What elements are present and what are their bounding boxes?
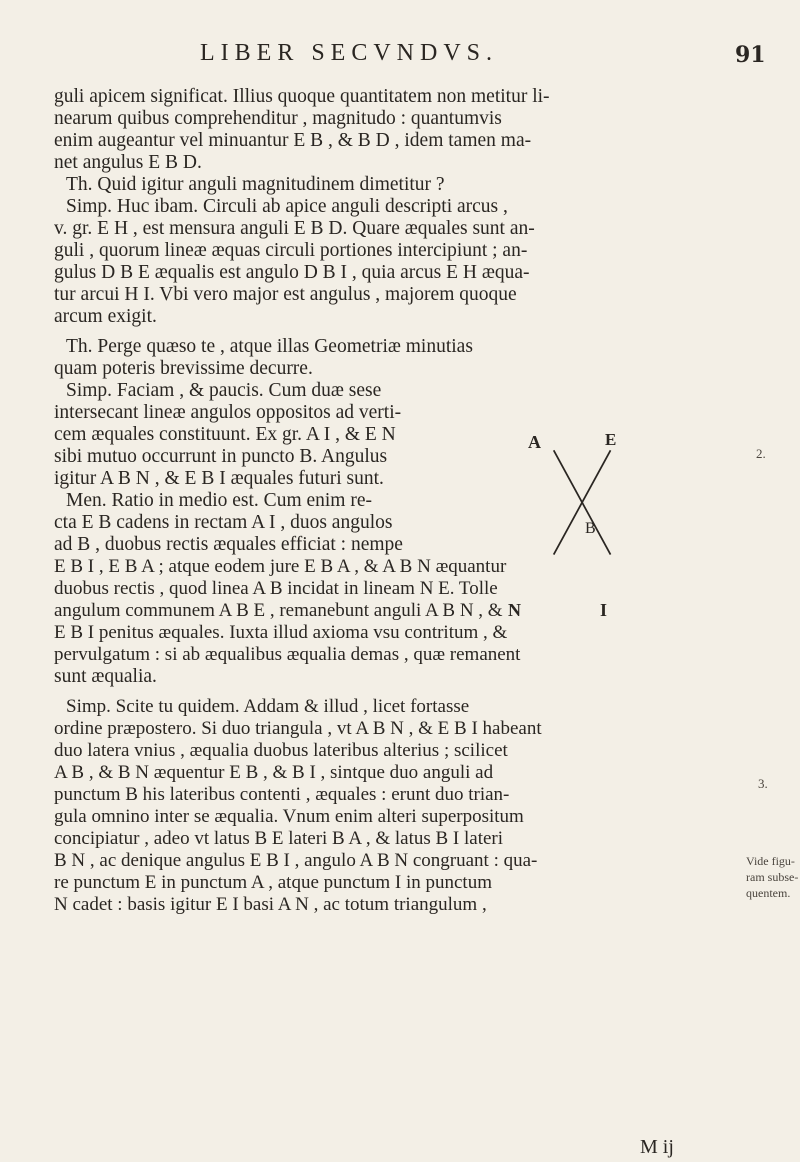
text-line: Simp. Huc ibam. Circuli ab apice anguli descripti arcus , xyxy=(66,196,508,217)
figure-label-b: B xyxy=(585,520,596,537)
text-line: duo latera vnius , æqualia duobus lateribus alterius ; scilicet xyxy=(54,740,508,761)
margin-note-figure-ref: Vide figu- xyxy=(746,854,795,868)
body-text xyxy=(54,86,744,916)
intersecting-lines-figure xyxy=(530,444,620,594)
figure-label-a: A xyxy=(528,432,541,452)
text-line: intersecant lineæ angulos oppositos ad verti- xyxy=(54,402,402,423)
figure-label-i: I xyxy=(600,600,608,620)
text-line: Th. Perge quæso te , atque illas Geometriæ minutias xyxy=(66,336,473,357)
text-line: N cadet : basis igitur E I basi A N , ac totum triangulum , xyxy=(54,894,487,915)
text-line: punctum B his lateribus contenti , æquales : erunt duo trian- xyxy=(54,784,510,805)
figure-label-e: E xyxy=(605,430,617,449)
text-line: nearum quibus comprehenditur , magnitudo : quantumvis xyxy=(54,108,502,129)
text-line: B N , ac denique angulus E B I , angulo A B N congruant : qua- xyxy=(54,850,538,871)
text-line: quam poteris brevissime decurre. xyxy=(54,358,313,379)
text-line: gula omnino inter se æqualia. Vnum enim alteri superpositum xyxy=(54,806,524,827)
text-line: ordine præpostero. Si duo triangula , vt A B N , & E B I habeant xyxy=(54,718,542,739)
text-line: A B , & B N æquentur E B , & B I , sintque duo anguli ad xyxy=(54,762,494,783)
text-line: gulus D B E æqualis est angulo D B I , quia arcus E H æqua- xyxy=(54,262,530,283)
text-line: Th. Quid igitur anguli magnitudinem dimetitur ? xyxy=(66,174,445,195)
page-header xyxy=(0,40,800,80)
text-line: sibi mutuo occurrunt in puncto B. Angulus xyxy=(54,446,388,467)
text-line: enim augeantur vel minuantur E B , & B D , idem tamen ma- xyxy=(54,130,532,151)
text-line: tur arcui H I. Vbi vero major est angulus , majorem quoque xyxy=(54,284,517,305)
margin-note-figure-ref: quentem. xyxy=(746,886,791,900)
text-line: re punctum E in punctum A , atque punctum I in punctum xyxy=(54,872,492,893)
text-line: E B I penitus æquales. Iuxta illud axioma vsu contritum , & xyxy=(54,622,508,643)
text-line: Simp. Scite tu quidem. Addam & illud , licet fortasse xyxy=(66,696,470,717)
text-line: ad B , duobus rectis æquales efficiat : nempe xyxy=(54,534,403,555)
text-line: sunt æqualia. xyxy=(54,666,157,687)
text-line: igitur A B N , & E B I æquales futuri sunt. xyxy=(54,468,384,489)
text-line: cem æquales constituunt. Ex gr. A I , & E N xyxy=(54,424,396,445)
text-line: guli , quorum lineæ æquas circuli portiones intercipiunt ; an- xyxy=(54,240,528,261)
margin-note-figure-ref: ram subse- xyxy=(746,870,799,884)
text-line: E B I , E B A ; atque eodem jure E B A , & A B N æquantur xyxy=(54,556,507,577)
margin-note-2: 2. xyxy=(756,446,766,461)
text-line: cta E B cadens in rectam A I , duos angulos xyxy=(54,512,393,533)
page-number: 91 xyxy=(735,42,766,68)
text-line: Men. Ratio in medio est. Cum enim re- xyxy=(66,490,372,511)
figure-label-n: N xyxy=(508,600,521,620)
text-line: net angulus E B D. xyxy=(54,152,202,173)
running-head: LIBER SECVNDVS. xyxy=(200,40,499,66)
text-line: Simp. Faciam , & paucis. Cum duæ sese xyxy=(66,380,382,401)
text-line: arcum exigit. xyxy=(54,306,157,327)
text-line: duobus rectis , quod linea A B incidat in lineam N E. Tolle xyxy=(54,578,498,599)
text-line: angulum communem A B E , remanebunt anguli A B N , & xyxy=(54,600,503,621)
text-line: concipiatur , adeo vt latus B E lateri B A , & latus B I lateri xyxy=(54,828,504,849)
margin-note-3: 3. xyxy=(758,776,768,791)
text-line: guli apicem significat. Illius quoque quantitatem non metitur li- xyxy=(54,86,550,107)
catchword: M ij xyxy=(640,1136,674,1158)
text-line: pervulgatum : si ab æqualibus æqualia demas , quæ remanent xyxy=(54,644,521,665)
text-line: v. gr. E H , est mensura anguli E B D. Quare æquales sunt an- xyxy=(54,218,535,239)
